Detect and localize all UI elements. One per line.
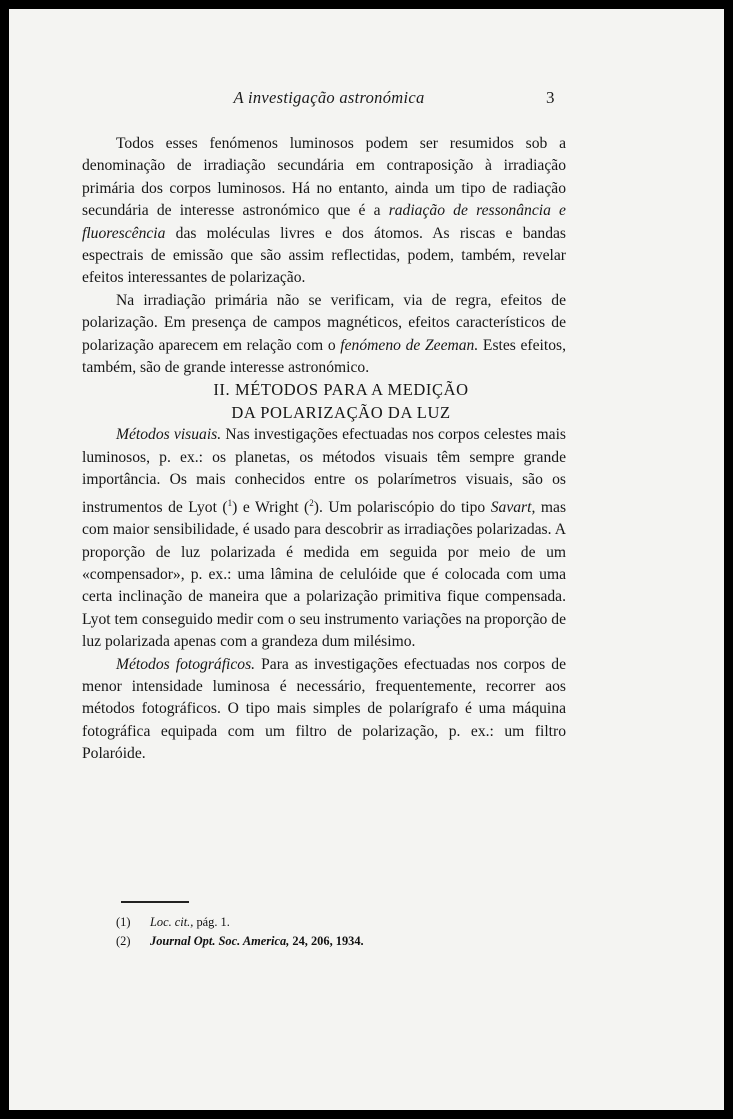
- paragraph-2-text-a: Na irradiação primária não se verificam, via de regra, efeitos de polarização. Em presença de campos magnéticos, efeitos característicos de polarização aparecem em relação com o: [82, 291, 566, 354]
- footnotes: [116, 913, 556, 951]
- body-text: [82, 133, 566, 766]
- section-heading: [82, 379, 566, 424]
- page-number: 3: [546, 88, 555, 107]
- paragraph-2-text-b: Estes efeitos, também, são de grande interesse astronómico.: [82, 336, 566, 377]
- paragraph-4: [82, 654, 566, 766]
- footnote-2-detail: 24, 206, 1934.: [289, 934, 364, 948]
- footnote-2-mark: (2): [116, 934, 131, 948]
- paragraph-3-text-a: Nas investigações efectuadas nos corpos celestes mais luminosos, p. ex.: os planetas, os métodos visuais têm sempre grande importância. Os mais conhecidos entre os polarímetros visuais, são os instrumentos de Lyot (: [82, 426, 566, 516]
- footnote-1-mark: (1): [116, 915, 131, 929]
- paragraph-1: [82, 133, 566, 290]
- paragraph-1-emphasis: radiação de ressonância e fluorescência: [82, 202, 566, 242]
- paragraph-4-lead: Métodos fotográficos.: [116, 655, 256, 673]
- paragraph-3-lead: Métodos visuais.: [116, 426, 222, 444]
- section-heading-line-2: DA POLARIZAÇÃO DA LUZ: [231, 402, 451, 422]
- paragraph-2-emphasis: fenómeno de Zeeman.: [340, 336, 479, 354]
- footnote-1-source: Loc. cit.,: [150, 915, 194, 929]
- footnote-ref-2: 2: [309, 497, 314, 508]
- footnote-2-source: Journal Opt. Soc. America,: [150, 934, 290, 948]
- paragraph-3-emphasis: Savart,: [490, 498, 536, 516]
- paragraph-3-text-c: ). Um polariscópio do tipo: [313, 498, 491, 516]
- paragraph-3-text-b: ) e Wright (: [232, 498, 310, 516]
- footnote-1-detail: pág. 1.: [193, 915, 230, 929]
- book-page: [9, 9, 724, 1110]
- paragraph-2: [82, 290, 566, 380]
- footnote-divider: [121, 901, 189, 903]
- footnote-1: [116, 913, 556, 932]
- paragraph-3-text-d: mas com maior sensibilidade, é usado para descobrir as irradiações polarizadas. A proporção de luz polarizada é medida em seguida por meio de um «compensador», p. ex.: uma lâmina de celulóide que é colocada com uma certa inclinação de maneira que a polarização primitiva fique compensada. Lyot tem conseguido medir com o seu instrumento variações na proporção de luz polarizada apenas com a grandeza dum milésimo.: [82, 498, 567, 651]
- page-header: [9, 88, 724, 112]
- paragraph-1-text-b: das moléculas livres e dos átomos. As riscas e bandas espectrais de emissão que são assim reflectidas, podem, também, revelar efeitos interessantes de polarização.: [82, 224, 566, 287]
- section-heading-line-1: II. MÉTODOS PARA A MEDIÇÃO: [213, 380, 469, 400]
- paragraph-1-text-a: Todos esses fenómenos luminosos podem ser resumidos sob a denominação de irradiação secundária em contraposição à irradiação primária dos corpos luminosos. Há no entanto, ainda um tipo de radiação secundária de interesse astronómico que é a: [82, 135, 566, 220]
- footnote-2: [116, 932, 556, 951]
- running-title: A investigação astronómica: [233, 88, 425, 107]
- paragraph-3: [82, 424, 566, 653]
- footnote-ref-1: 1: [227, 497, 233, 508]
- paragraph-4-text-a: Para as investigações efectuadas nos corpos de menor intensidade luminosa é necessário, frequentemente, recorrer aos métodos fotográficos. O tipo mais simples de polarígrafo é uma máquina fotográfica equipada com um filtro de polarização, p. ex.: um filtro Polaróide.: [82, 655, 566, 763]
